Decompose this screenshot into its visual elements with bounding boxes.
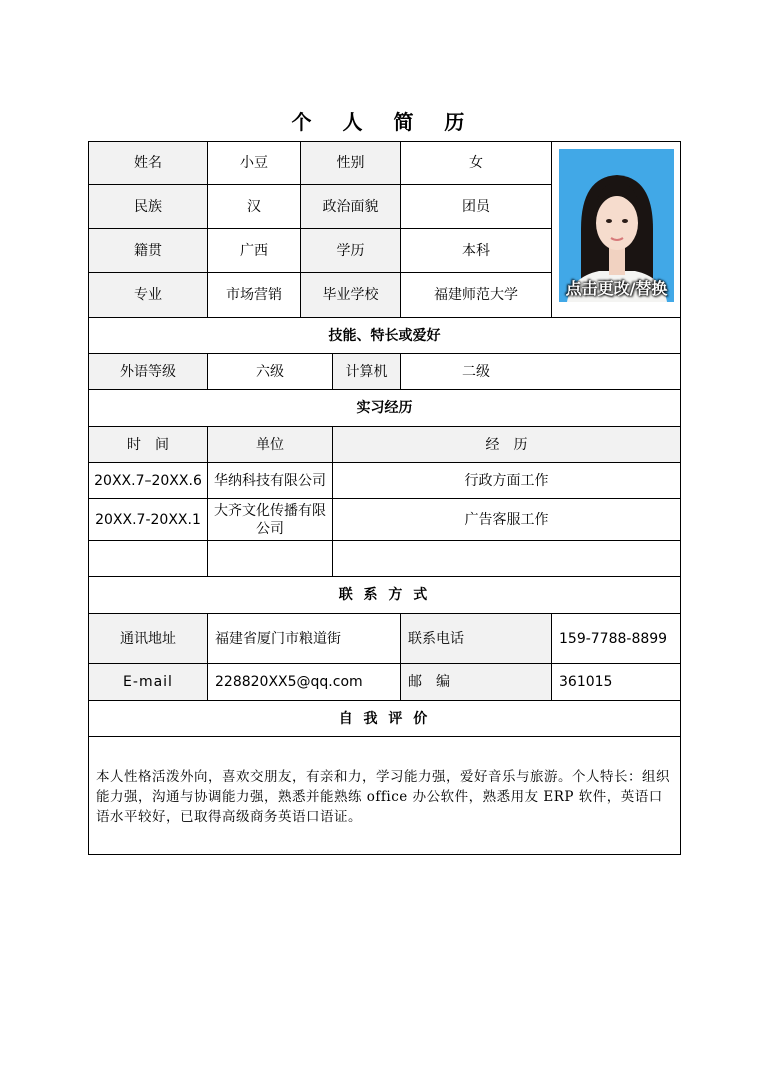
internship-row-3-unit[interactable] (207, 540, 333, 577)
email-label: E-mail (88, 663, 208, 701)
contact-header: 联 系 方 式 (88, 576, 681, 614)
major-value[interactable]: 市场营销 (207, 272, 301, 318)
phone-value[interactable]: 159-7788-8899 (551, 613, 681, 664)
photo-cell (551, 141, 681, 318)
major-label: 专业 (88, 272, 208, 318)
email-value[interactable]: 228820XX5@qq.com (207, 663, 401, 701)
col-time-header: 时 间 (88, 426, 208, 463)
language-value[interactable]: 六级 (207, 353, 333, 390)
gender-label: 性别 (300, 141, 401, 185)
col-experience-header: 经 历 (332, 426, 681, 463)
phone-label: 联系电话 (400, 613, 552, 664)
native-value[interactable]: 广西 (207, 228, 301, 273)
profile-photo[interactable] (559, 149, 674, 302)
politics-value[interactable]: 团员 (400, 184, 552, 229)
politics-label: 政治面貌 (300, 184, 401, 229)
education-value[interactable]: 本科 (400, 228, 552, 273)
computer-value[interactable]: 二级 (400, 353, 681, 390)
name-value[interactable]: 小豆 (207, 141, 301, 185)
internship-row-1-experience[interactable]: 行政方面工作 (332, 462, 681, 499)
address-value[interactable]: 福建省厦门市粮道街 (207, 613, 401, 664)
evaluation-header: 自 我 评 价 (88, 700, 681, 737)
internship-row-2-experience[interactable]: 广告客服工作 (332, 498, 681, 541)
postcode-label: 邮 编 (400, 663, 552, 701)
name-label: 姓名 (88, 141, 208, 185)
internship-row-2-time[interactable]: 20XX.7-20XX.1 (88, 498, 208, 541)
internship-row-1-time[interactable]: 20XX.7–20XX.6 (88, 462, 208, 499)
language-label: 外语等级 (88, 353, 208, 390)
internship-row-3-time[interactable] (88, 540, 208, 577)
col-unit-header: 单位 (207, 426, 333, 463)
internship-row-1-unit[interactable]: 华纳科技有限公司 (207, 462, 333, 499)
skills-header: 技能、特长或爱好 (88, 317, 681, 354)
evaluation-text[interactable]: 本人性格活泼外向，喜欢交朋友，有亲和力，学习能力强，爱好音乐与旅游。个人特长：组织能力强，沟通与协调能力强，熟悉并能熟练 office 办公软件，熟悉用友 ERP 软件，英语口语水平较好，已取得高级商务英语口语证。 (88, 736, 681, 855)
school-value[interactable]: 福建师范大学 (400, 272, 552, 318)
ethnicity-value[interactable]: 汉 (207, 184, 301, 229)
internship-header: 实习经历 (88, 389, 681, 427)
native-label: 籍贯 (88, 228, 208, 273)
change-photo-button[interactable]: 点击更改/替换 (565, 279, 668, 298)
internship-row-3-experience[interactable] (332, 540, 681, 577)
page-title: 个 人 简 历 (291, 110, 477, 134)
postcode-value[interactable]: 361015 (551, 663, 681, 701)
education-label: 学历 (300, 228, 401, 273)
address-label: 通讯地址 (88, 613, 208, 664)
school-label: 毕业学校 (300, 272, 401, 318)
gender-value[interactable]: 女 (400, 141, 552, 185)
ethnicity-label: 民族 (88, 184, 208, 229)
computer-label: 计算机 (332, 353, 401, 390)
internship-row-2-unit[interactable]: 大齐文化传播有限公司 (207, 498, 333, 541)
